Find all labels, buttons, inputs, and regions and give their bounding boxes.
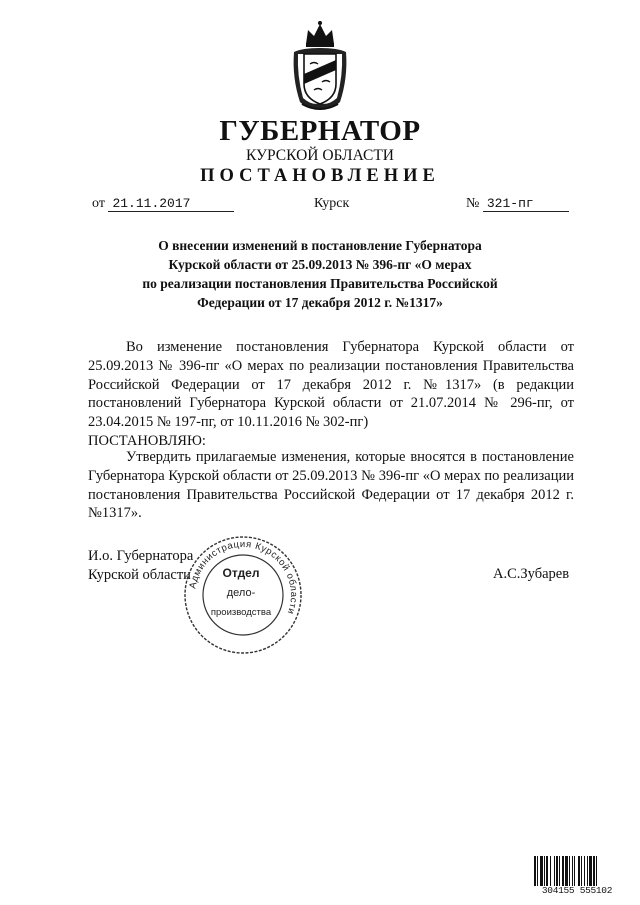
coat-of-arms-emblem: [288, 18, 352, 114]
decree-city: Курск: [314, 196, 350, 211]
barcode-bar: [554, 856, 555, 886]
barcode-bar: [540, 856, 543, 886]
signatory-name: А.С.Зубарев: [493, 566, 570, 582]
body-resolution: Утвердить прилагаемые изменения, которые вносятся в постановление Губернатора Курской области от 25.09.2013 № 396-пг «О мерах по реализации постановления Правительства Российской Федерации от 17 декабря 2012 г. №1317».: [88, 449, 574, 522]
decree-date: [92, 196, 234, 212]
subject-line: по реализации постановления Правительства Российской: [142, 276, 498, 291]
signatory-title-line: И.о. Губернатора: [88, 548, 194, 564]
barcode-bar: [581, 856, 582, 886]
official-stamp: [181, 533, 305, 657]
barcode-bar: [569, 856, 570, 886]
barcode-bar: [544, 856, 545, 886]
barcode-bar: [578, 856, 580, 886]
barcode-bars: [533, 856, 621, 886]
barcode-bar: [596, 856, 597, 886]
date-prefix: от: [92, 196, 105, 211]
barcode-number: 304155 555102: [541, 885, 613, 896]
barcode-bar: [584, 856, 585, 886]
barcode-bar: [562, 856, 564, 886]
date-value: 21.11.2017: [108, 197, 234, 212]
stamp-line-2: дело-: [226, 587, 256, 599]
signatory-title: [88, 547, 193, 585]
barcode-bar: [534, 856, 536, 886]
barcode-bar: [556, 856, 558, 886]
header-region: КУРСКОЙ ОБЛАСТИ: [245, 147, 394, 164]
stamp-line-1: Отдел: [222, 566, 260, 580]
barcode-bar: [546, 856, 548, 886]
barcode-bar: [559, 856, 560, 886]
subject-line: Федерации от 17 декабря 2012 г. №1317»: [197, 295, 443, 310]
barcode-bar: [587, 856, 588, 886]
subject-line: О внесении изменений в постановление Губернатора: [158, 238, 482, 253]
stamp-ring-text: Администрация Курской области: [187, 538, 300, 616]
barcode-bar: [565, 856, 568, 886]
body-decree-word: ПОСТАНОВЛЯЮ:: [88, 432, 206, 449]
header-title: ГУБЕРНАТОР: [219, 115, 421, 147]
barcode: [533, 856, 621, 896]
decree-subject: [100, 236, 540, 312]
number-value: 321-пг: [483, 197, 569, 212]
body-preamble: Во изменение постановления Губернатора Курской области от 25.09.2013 № 396-пг «О мерах по реализации постановления Правительства Российской Федерации от 17 декабря 2012 г. №1317» (в редакции постановлений Губернатора Курской области от 21.07.2014 № 296-пг, от 23.04.2015 № 197-пг, от 10.11.2016 № 302-пг): [88, 339, 574, 431]
barcode-bar: [574, 856, 575, 886]
number-prefix: №: [466, 196, 480, 211]
barcode-bar: [589, 856, 592, 886]
subject-line: Курской области от 25.09.2013 № 396-пг «О мерах: [168, 257, 472, 272]
barcode-bar: [572, 856, 573, 886]
barcode-bar: [550, 856, 551, 886]
barcode-bar: [593, 856, 595, 886]
body-paragraph-1: [88, 338, 574, 451]
body-paragraph-2: [88, 448, 574, 523]
signatory-title-line: Курской области: [88, 566, 191, 583]
header-decree-type: ПОСТАНОВЛЕНИЕ: [200, 166, 440, 186]
stamp-line-3: производства: [210, 607, 272, 618]
decree-number: [466, 196, 569, 212]
barcode-bar: [537, 856, 538, 886]
